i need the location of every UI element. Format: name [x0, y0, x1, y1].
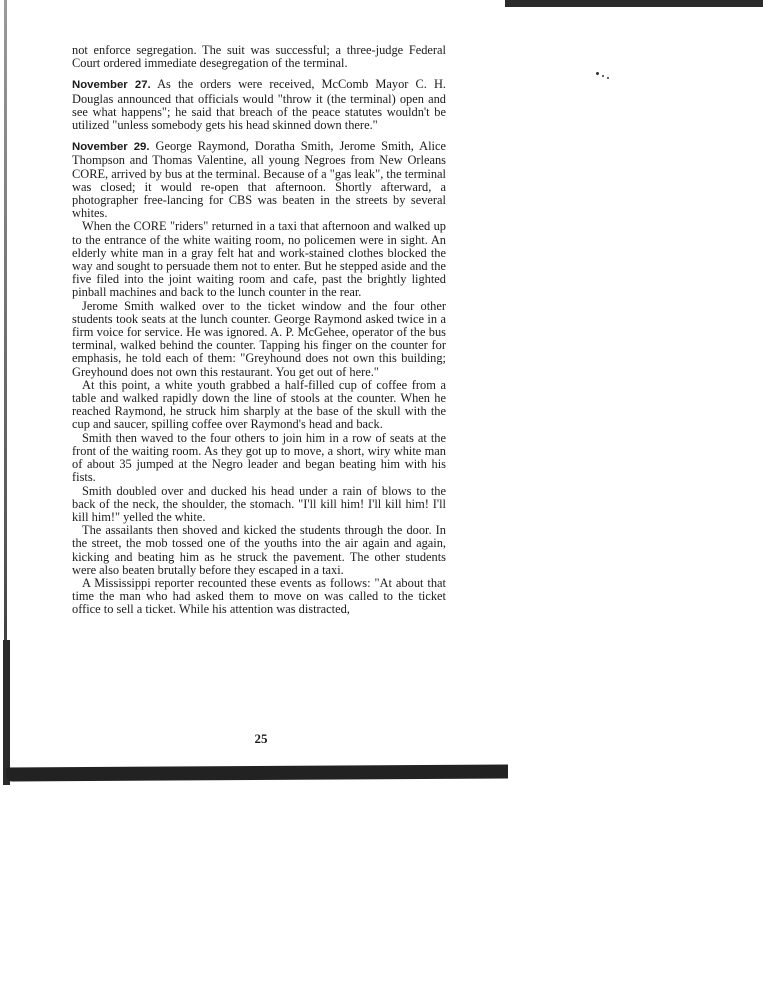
paragraph [72, 300, 446, 379]
paragraph-text: At this point, a white youth grabbed a half-filled cup of coffee from a table and walked rapidly down the line of stools at the counter. When he reached Raymond, he struck him sharply at the base of the skull with the cup and saucer, spilling coffee over Raymond's head and back. [72, 377, 446, 432]
paragraph-text: George Raymond, Doratha Smith, Jerome Smith, Alice Thompson and Thomas Valentine, all young Negroes from New Orleans CORE, arrived by bus at the terminal. Because of a "gas leak", the terminal was closed; it would re-open that afternoon. Shortly afterward, a photographer free-lancing for CBS was beaten in the streets by several whites. [72, 139, 446, 221]
paragraph [72, 44, 446, 70]
page-number: 25 [254, 731, 268, 746]
scan-border-left-dark [3, 640, 10, 785]
paragraph-text: When the CORE "riders" returned in a taxi that afternoon and walked up to the entrance of the white waiting room, no policemen were in sight. An elderly white man in a gray felt hat and work-stained clothes blocked the way and sought to persuade them not to enter. But he stepped aside and the five filed into the joint waiting room and cafe, past the brightly lighted pinball machines and back to the lunch counter in the rear. [72, 219, 446, 300]
paragraph [72, 379, 446, 432]
paragraph [72, 140, 446, 220]
paragraph-text: not enforce segregation. The suit was successful; a three-judge Federal Court ordered immediate desegregation of the terminal. [72, 43, 446, 71]
paragraph-text: The assailants then shoved and kicked the students through the door. In the street, the mob tossed one of the youths into the air again and again, kicking and beating him as he struck the pavement. The other students were also beaten brutally before they escaped in a taxi. [72, 523, 446, 577]
paragraph [72, 485, 446, 525]
paragraph [72, 78, 446, 132]
scan-border-top [505, 0, 763, 7]
paragraph [72, 220, 446, 299]
scan-border-bottom [6, 764, 508, 781]
paragraph-text: Smith doubled over and ducked his head under a rain of blows to the back of the neck, the shoulder, the stomach. "I'll kill him! I'll kill him! I'll kill him!" yelled the white. [72, 483, 446, 524]
paragraph-date: November 29. [72, 141, 150, 154]
scan-speck [602, 75, 604, 77]
paragraph-date: November 27. [72, 79, 151, 92]
paragraph-text: Smith then waved to the four others to join him in a row of seats at the front of the waiting room. As they got up to move, a short, wiry white man of about 35 jumped at the Negro leader and began beating him with his fists. [72, 430, 446, 485]
paragraph-text: A Mississippi reporter recounted these events as follows: "At about that time the man who had asked them to move on was called to the ticket office to sell a ticket. While his attention was distracted, [72, 575, 446, 617]
paragraph-text: As the orders were received, McComb Mayor C. H. Douglas announced that officials would "throw it (the terminal) open and see what happens"; he said that breach of the peace statutes wouldn't be utilized "unless somebody gets his head skinned down there." [72, 77, 446, 133]
paragraph [72, 577, 446, 617]
paragraph [72, 524, 446, 577]
article-body [72, 44, 446, 617]
scan-speck [596, 72, 599, 75]
scan-speck [607, 77, 609, 79]
paragraph [72, 432, 446, 485]
paragraph-text: Jerome Smith walked over to the ticket window and the four other students took seats at the lunch counter. George Raymond asked twice in a firm voice for service. He was ignored. A. P. McGehee, operator of the bus terminal, walked behind the counter. Tapping his finger on the counter for emphasis, he told each of them: "Greyhound does not own this building; Greyhound does not own this restaurant. You get out of here." [72, 298, 446, 379]
